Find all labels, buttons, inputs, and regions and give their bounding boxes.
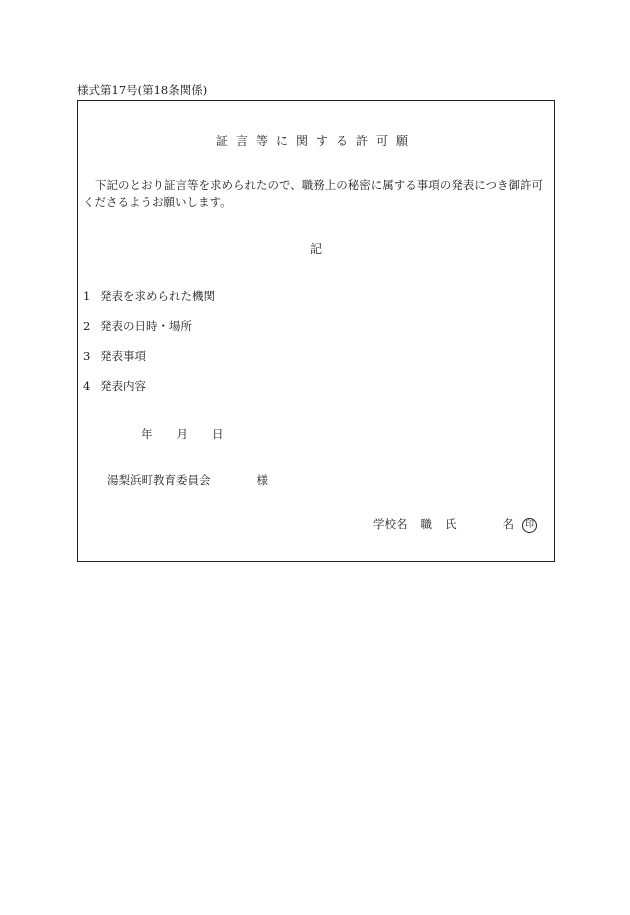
day-label: 日 xyxy=(212,427,224,441)
item-number: 4 xyxy=(83,379,91,393)
item-label: 発表の日時・場所 xyxy=(100,319,192,333)
recipient-honorific: 様 xyxy=(256,473,268,487)
form-number-label: 様式第17号(第18条関係) xyxy=(77,83,208,97)
list-item xyxy=(83,318,192,334)
list-item xyxy=(83,348,146,364)
item-label: 発表を求められた機関 xyxy=(100,289,215,303)
item-number: 1 xyxy=(83,289,91,303)
school-name-label: 学校名 xyxy=(373,517,408,531)
applicant-line xyxy=(373,516,537,533)
recipient-name: 湯梨浜町教育委員会 xyxy=(107,473,211,487)
name-prefix-label: 氏 xyxy=(445,517,457,531)
recipient-line xyxy=(107,472,268,488)
position-label: 職 xyxy=(420,517,432,531)
application-form-frame xyxy=(77,100,555,562)
seal-icon: 印 xyxy=(522,518,537,533)
item-label: 発表内容 xyxy=(100,379,146,393)
name-suffix-label: 名 xyxy=(502,517,514,531)
list-item xyxy=(83,288,215,304)
item-number: 2 xyxy=(83,319,91,333)
item-number: 3 xyxy=(83,349,91,363)
item-label: 発表事項 xyxy=(100,349,146,363)
request-body-text: 下記のとおり証言等を求められたので、職務上の秘密に属する事項の発表につき御許可くださるようお願いします。 xyxy=(83,178,544,209)
form-title: 証言等に関する許可願 xyxy=(215,134,416,148)
date-line xyxy=(141,426,224,442)
year-label: 年 xyxy=(141,427,153,441)
list-item xyxy=(83,378,146,394)
month-label: 月 xyxy=(176,427,188,441)
ki-heading: 記 xyxy=(309,242,322,256)
